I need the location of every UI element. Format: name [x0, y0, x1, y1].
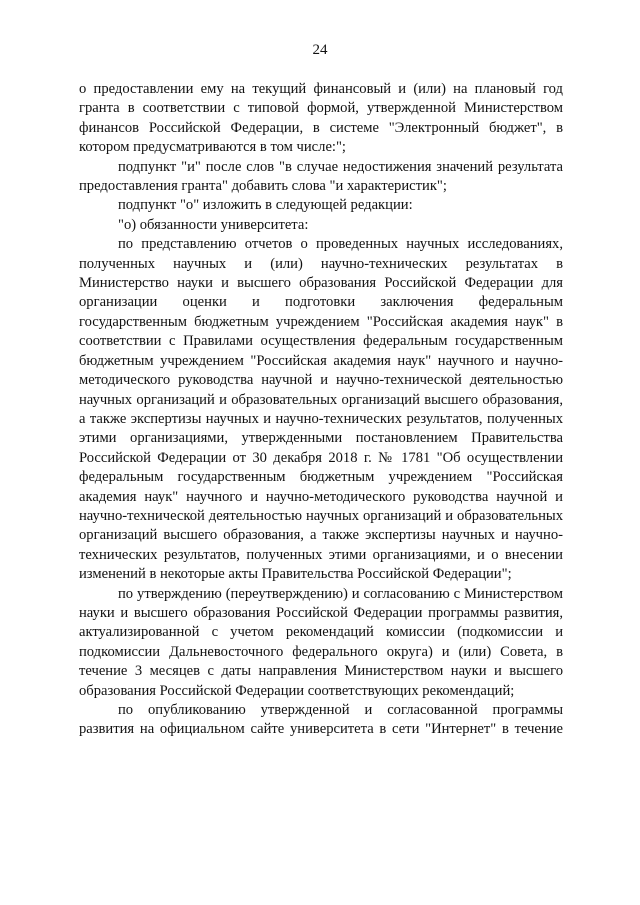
paragraph-grant-agreement: о предоставлении ему на текущий финансовый и (или) на плановый год гранта в соответствии с типовой формой, утвержденной Министерством финансов Российской Федерации, в системе "Электронный бюджет", в котором предусматриваются в том числе:";	[79, 81, 563, 156]
paragraph-university-obligations: "о) обязанности университета:	[118, 216, 309, 233]
paragraph-program-publication: по опубликованию утвержденной и согласованной программы развития на официальном сайте университета в сети "Интернет" в течение	[79, 702, 563, 738]
paragraph-reporting-obligation: по представлению отчетов о проведенных научных исследованиях, полученных научных и (или) научно-технических результатах в Министерство науки и высшего образования Российской Федерации для организации оценки и подготовки заключения федеральным государственным бюджетным учреждением "Российская академия наук" в соответствии с Правилами осуществления федеральным государственным бюджетным учреждением "Российская академия наук" научного и научно-методического руководства научной и научно-технической деятельностью научных организаций и образовательных организаций высшего образования, а также экспертизы научных и научно-технических результатов, полученных этими организациями, утвержденными постановлением Правительства Российской Федерации от 30 декабря 2018 г. № 1781 "Об осуществлении федеральным государственным бюджетным учреждением "Российская академия наук" научного и научно-методического руководства научной и научно-технической деятельностью научных организаций и образовательных организаций высшего образования, а также экспертизы научных и научно-технических результатов, полученных этими организациями, и о внесении изменений в некоторые акты Правительства Российской Федерации";	[79, 236, 563, 583]
paragraph-program-approval: по утверждению (переутверждению) и согласованию с Министерством науки и высшего образования Российской Федерации программы развития, актуализированной с учетом рекомендаций комиссии (подкомиссии и подкомиссии Дальневосточного федерального округа) и (или) Совета, в течение 3 месяцев с даты направления Министерством науки и высшего образования Российской Федерации соответствующих рекомендаций;	[79, 585, 563, 699]
page-number: 24	[312, 42, 328, 58]
document-body	[79, 80, 563, 740]
paragraph-subpoint-o-intro: подпункт "о" изложить в следующей редакции:	[118, 197, 413, 214]
paragraph-subpoint-i: подпункт "и" после слов "в случае недостижения значений результата предоставления гранта" добавить слова "и характеристик";	[79, 158, 563, 195]
